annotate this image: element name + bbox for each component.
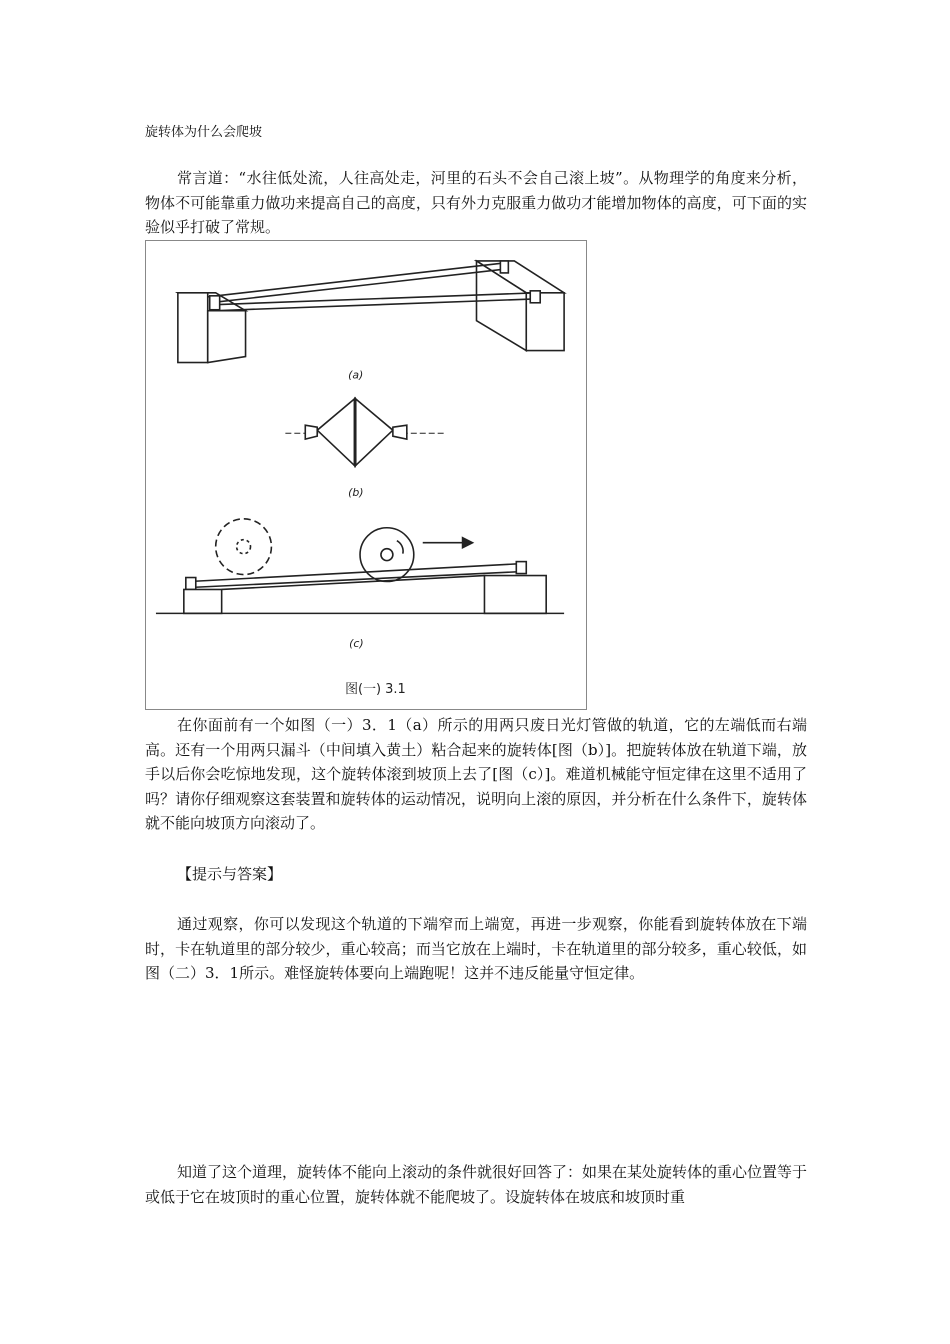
figure-label-c: (c) <box>349 637 364 651</box>
conclusion-paragraph: 知道了这个道理，旋转体不能向上滚动的条件就很好回答了：如果在某处旋转体的重心位置等于或低于它在坡顶时的重心位置，旋转体就不能爬坡了。设旋转体在坡底和坡顶时重 <box>145 1163 808 1206</box>
document-title: 旋转体为什么会爬坡 <box>145 125 263 140</box>
answer-heading: 【提示与答案】 <box>177 865 283 883</box>
figure-3-1 <box>145 240 587 710</box>
figure-drawing <box>146 241 586 709</box>
intro-paragraph: 常言道：“水往低处流，人往高处走，河里的石头不会自己滚上坡”。从物理学的角度来分析，物体不可能靠重力做功来提高自己的高度，只有外力克服重力做功才能增加物体的高度，可下面的实验似乎打破了常规。 <box>145 169 807 236</box>
problem-paragraph: 在你面前有一个如图（一）3．1（a）所示的用两只废日光灯管做的轨道，它的左端低而右端高。还有一个用两只漏斗（中间填入黄土）粘合起来的旋转体[图（b）]。把旋转体放在轨道下端，放手以后你会吃惊地发现，这个旋转体滚到坡顶上去了[图（c）]。难道机械能守恒定律在这里不适用了吗？请你仔细观察这套装置和旋转体的运动情况，说明向上滚的原因，并分析在什么条件下，旋转体就不能向坡顶方向滚动了。 <box>145 716 807 832</box>
figure-label-b: (b) <box>348 485 364 499</box>
answer-paragraph: 通过观察，你可以发现这个轨道的下端窄而上端宽，再进一步观察，你能看到旋转体放在下端时，卡在轨道里的部分较少，重心较高；而当它放在上端时，卡在轨道里的部分较多，重心较低，如图（二）3．1所示。难怪旋转体要向上端跑呢！这并不违反能量守恒定律。 <box>145 915 807 982</box>
figure-label-a: (a) <box>348 368 364 382</box>
figure-caption: 图(一) 3.1 <box>345 682 406 698</box>
